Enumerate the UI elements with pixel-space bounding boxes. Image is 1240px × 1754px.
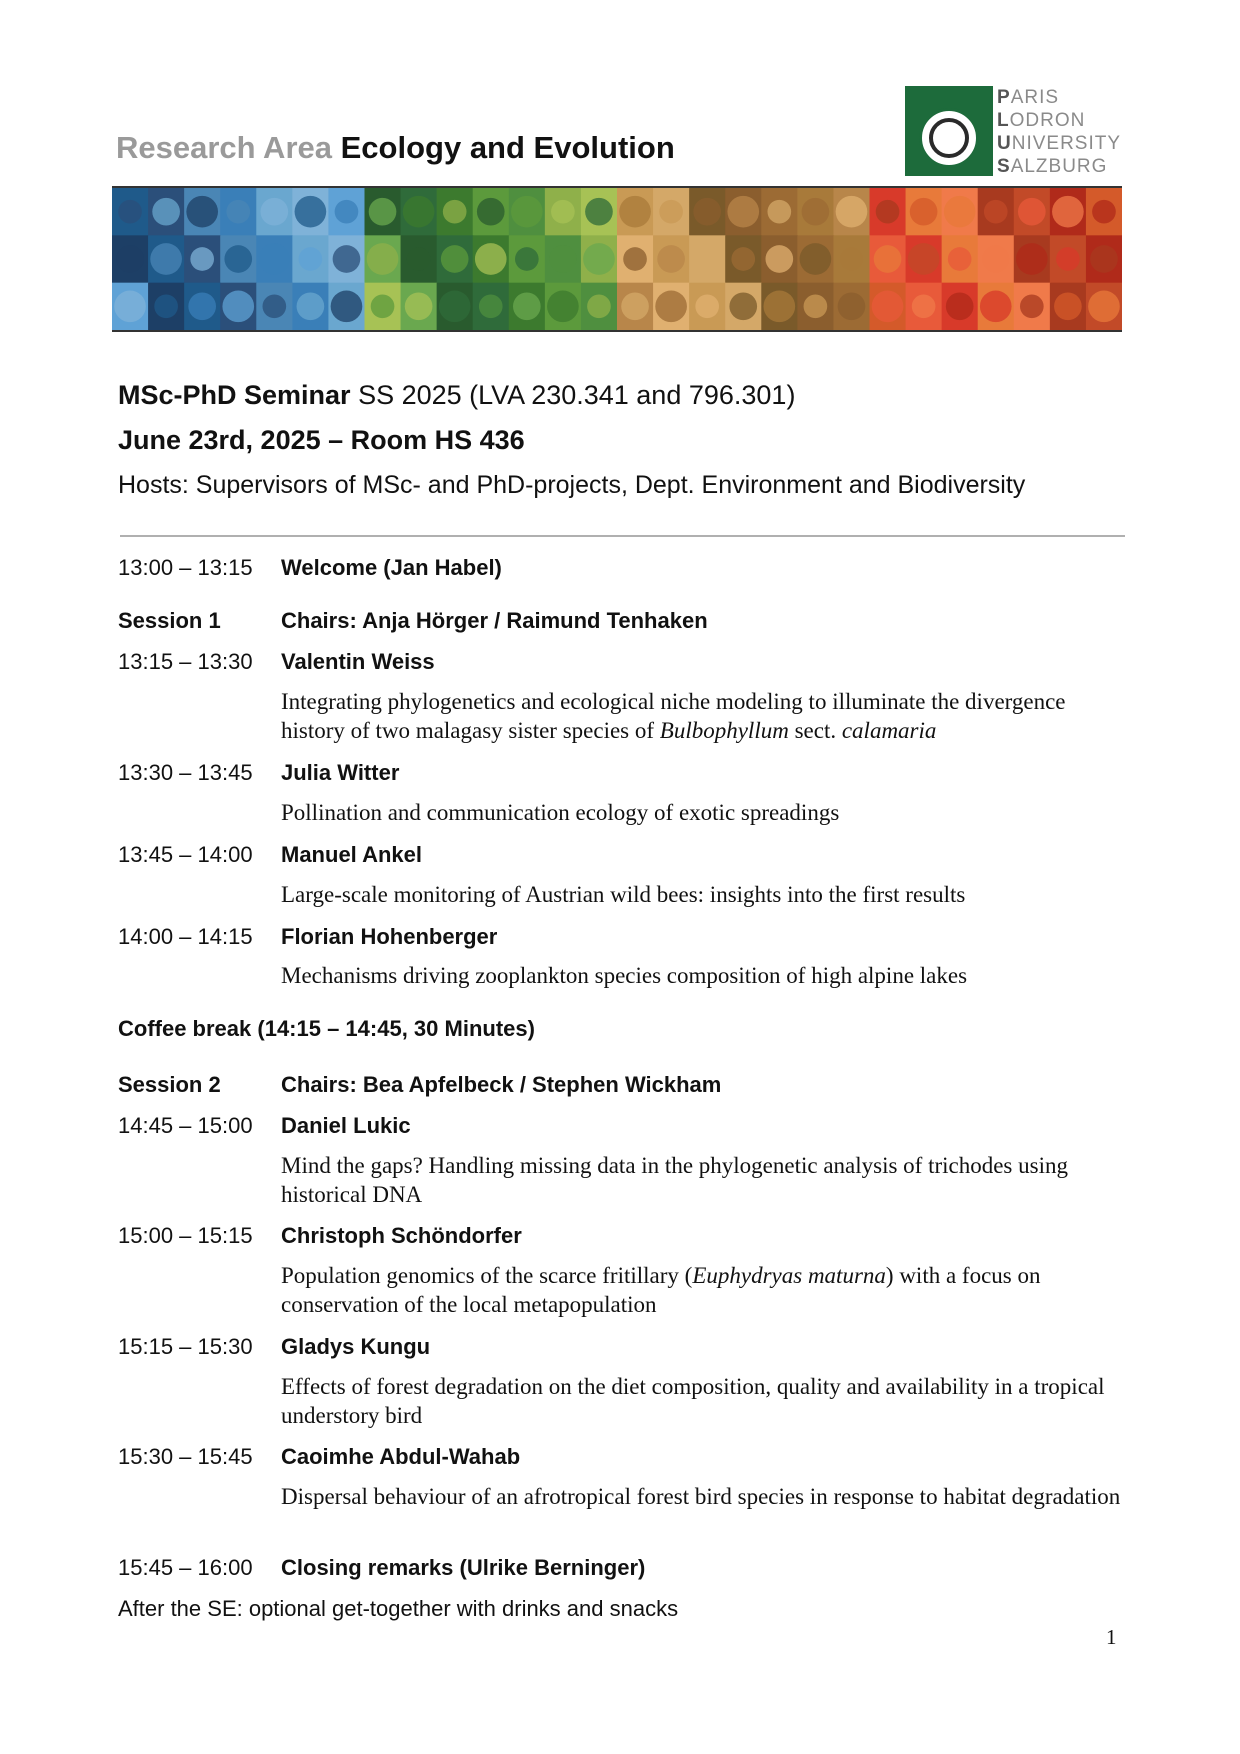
photo-subject [299, 247, 323, 271]
photo-subject [623, 247, 647, 271]
photo-subject [655, 291, 687, 323]
photo-subject [693, 198, 721, 226]
photo-subject [695, 295, 719, 319]
photo-subject [804, 295, 828, 319]
photo-subject [439, 291, 471, 323]
photo-mosaic [112, 188, 1122, 330]
photo-subject [407, 247, 431, 271]
photo-subject [547, 291, 579, 323]
header-main: Ecology and Evolution [340, 130, 675, 165]
photo-subject [154, 295, 178, 319]
photo-subject [1018, 198, 1046, 226]
photo-subject [403, 196, 435, 228]
photo-subject [262, 295, 286, 319]
photo-subject [443, 200, 467, 224]
after-note: After the SE: optional get-together with drinks and snacks [118, 1596, 679, 1621]
talk-title: Large-scale monitoring of Austrian wild bees: insights into the first results [281, 882, 966, 907]
seminar-date-room: June 23rd, 2025 – Room HS 436 [118, 425, 525, 455]
photo-subject [152, 198, 180, 226]
divider [120, 535, 1125, 537]
photo-subject [515, 247, 539, 271]
session-1-header: Session 1 Chairs: Anja Hörger / Raimund Tenhaken [118, 608, 708, 633]
photo-subject [946, 293, 974, 321]
photo-subject [551, 200, 575, 224]
photo-subject [295, 196, 327, 228]
photo-subject [727, 196, 759, 228]
talk-title: Integrating phylogenetics and ecological niche modeling to illuminate the divergence history of two malagasy sister species of Bulbophyllum sect. calamaria [281, 689, 1066, 743]
photo-subject [800, 243, 832, 275]
talk-row: 13:30 – 13:45 Julia Witter [118, 760, 400, 785]
photo-subject [335, 200, 359, 224]
photo-subject [1056, 247, 1080, 271]
photo-subject [729, 293, 757, 321]
logo-wordmark: PARIS LODRON UNIVERSITY SALZBURG [997, 87, 1122, 177]
photo-subject [260, 198, 288, 226]
photo-subject [297, 293, 325, 321]
header-prefix: Research Area [116, 130, 332, 165]
photo-subject [840, 247, 864, 271]
photo-subject [186, 196, 218, 228]
photo-subject [731, 247, 755, 271]
talk-title: Population genomics of the scarce fritillary (Euphydryas maturna) with a focus on conservation of the local metapopulation [281, 1263, 1041, 1317]
photo-subject [619, 196, 651, 228]
talk-row: 15:15 – 15:30 Gladys Kungu [118, 1334, 431, 1359]
closing-row: 15:45 – 16:00 Closing remarks (Ulrike Berninger) [118, 1555, 646, 1580]
photo-subject [874, 245, 902, 273]
talk-row: 13:45 – 14:00 Manuel Ankel [118, 842, 422, 867]
photo-subject [371, 295, 395, 319]
talk-row: 15:00 – 15:15 Christoph Schöndorfer [118, 1223, 522, 1248]
photo-subject [659, 200, 683, 224]
photo-subject [190, 247, 214, 271]
photo-subject [908, 243, 940, 275]
photo-subject [1020, 295, 1044, 319]
photo-subject [150, 243, 182, 275]
photo-subject [333, 245, 361, 273]
photo-subject [116, 245, 144, 273]
photo-subject [912, 295, 936, 319]
photo-subject [1052, 196, 1084, 228]
seminar-hosts: Hosts: Supervisors of MSc- and PhD-projects, Dept. Environment and Biodiversity [118, 471, 1026, 499]
photo-subject [1090, 245, 1118, 273]
photo-subject [475, 243, 507, 275]
photo-subject [513, 293, 541, 321]
photo-subject [369, 198, 397, 226]
photo-subject [876, 200, 900, 224]
photo-subject [763, 291, 795, 323]
talk-title: Dispersal behaviour of an afrotropical forest bird species in response to habitat degradation [281, 1484, 1121, 1509]
photo-subject [367, 243, 399, 275]
photo-subject [1088, 291, 1120, 323]
page-number: 1 [1106, 1625, 1117, 1649]
photo-subject [1092, 200, 1116, 224]
photo-subject [222, 291, 254, 323]
photo-subject [657, 245, 685, 273]
photo-subject [980, 291, 1012, 323]
talk-title: Effects of forest degradation on the diet composition, quality and availability in a tropical understory bird [281, 1374, 1105, 1428]
photo-subject [118, 200, 142, 224]
header-title [116, 130, 675, 166]
talk-row: 14:00 – 14:15 Florian Hohenberger [118, 924, 498, 949]
seminar-title: MSc-PhD Seminar SS 2025 (LVA 230.341 and 796.301) [118, 380, 796, 410]
photo-subject [405, 293, 433, 321]
photo-subject [1054, 293, 1082, 321]
photo-subject [114, 291, 146, 323]
photo-subject [691, 243, 723, 275]
photo-subject [984, 200, 1008, 224]
logo-emblem [905, 86, 993, 176]
photo-subject [982, 245, 1010, 273]
photo-subject [226, 200, 250, 224]
photo-subject [188, 293, 216, 321]
talk-title: Pollination and communication ecology of exotic spreadings [281, 800, 840, 825]
coffee-break: Coffee break (14:15 – 14:45, 30 Minutes) [118, 1016, 535, 1041]
photo-subject [511, 196, 543, 228]
photo-subject [838, 293, 866, 321]
photo-subject [767, 200, 791, 224]
talk-title: Mind the gaps? Handling missing data in the phylogenetic analysis of trichodes using historical DNA [281, 1153, 1068, 1207]
photo-subject [477, 198, 505, 226]
talk-row: 14:45 – 15:00 Daniel Lukic [118, 1113, 411, 1138]
photo-subject [802, 198, 830, 226]
nature-photo-banner [112, 186, 1122, 332]
photo-subject [836, 196, 868, 228]
photo-subject [587, 295, 611, 319]
session-2-header: Session 2 Chairs: Bea Apfelbeck / Stephen Wickham [118, 1072, 722, 1097]
university-logo [905, 86, 1125, 176]
photo-subject [948, 247, 972, 271]
photo-subject [872, 291, 904, 323]
photo-subject [585, 198, 613, 226]
photo-subject [441, 245, 469, 273]
photo-subject [1016, 243, 1048, 275]
photo-subject [224, 245, 252, 273]
photo-subject [479, 295, 503, 319]
talk-row: 15:30 – 15:45 Caoimhe Abdul-Wahab [118, 1444, 521, 1469]
photo-subject [258, 243, 290, 275]
talk-row: 13:15 – 13:30 Valentin Weiss [118, 649, 435, 674]
photo-subject [910, 198, 938, 226]
photo-subject [765, 245, 793, 273]
photo-subject [549, 245, 577, 273]
talk-title: Mechanisms driving zooplankton species composition of high alpine lakes [281, 963, 968, 988]
photo-subject [583, 243, 615, 275]
seal-icon [919, 108, 979, 168]
photo-subject [944, 196, 976, 228]
photo-subject [331, 291, 363, 323]
photo-subject [621, 293, 649, 321]
welcome-row: 13:00 – 13:15 Welcome (Jan Habel) [118, 555, 502, 580]
